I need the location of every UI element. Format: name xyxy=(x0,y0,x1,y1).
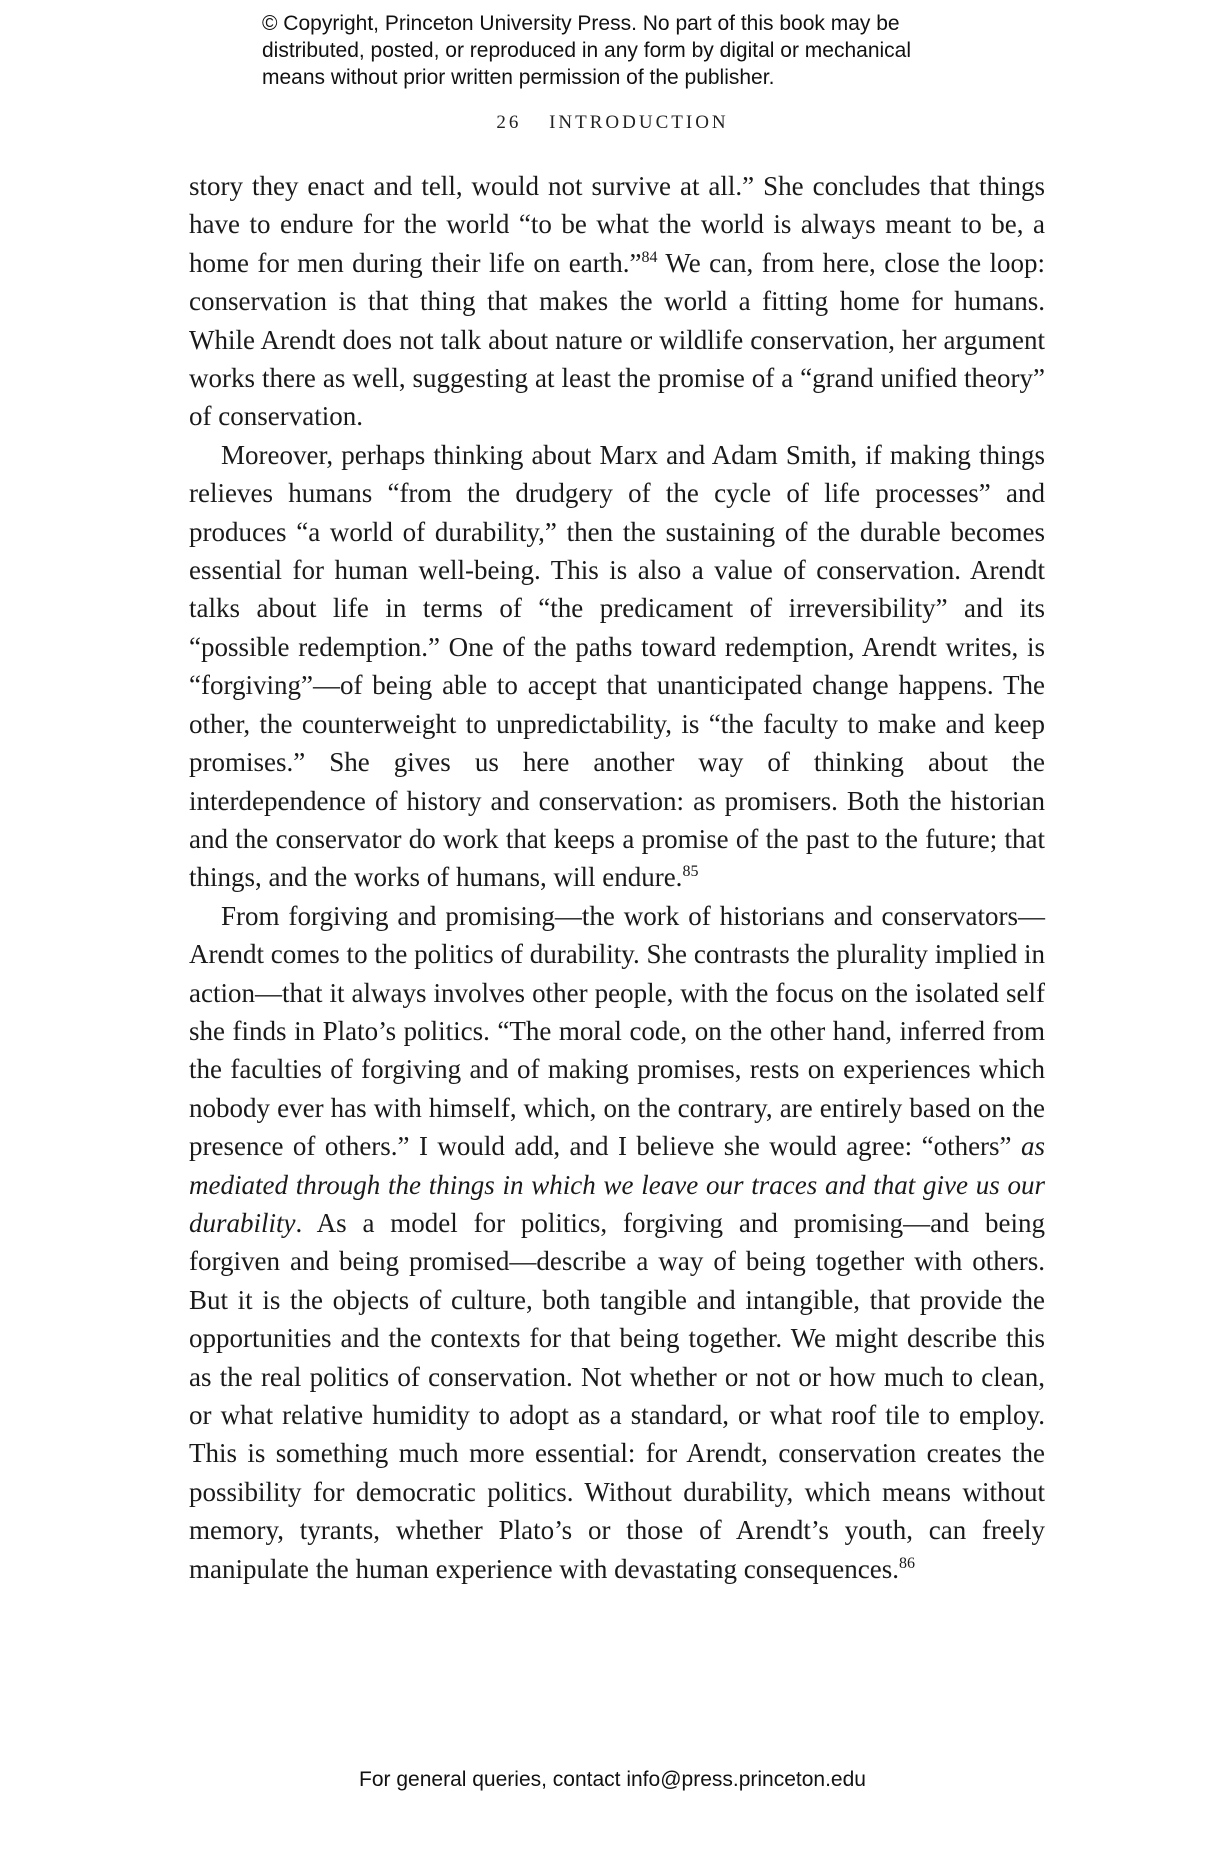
paragraph xyxy=(189,436,1045,897)
paragraph xyxy=(189,167,1045,436)
paragraph-text: Moreover, perhaps thinking about Marx and Adam Smith, if making things relieves humans “from the drudgery of the cycle of life processes” and produces “a world of durability,” then the sustaining of the durable becomes essential for human well-being. This is also a value of conservation. Arendt talks about life in terms of “the predicament of irreversibility” and its “possible redemption.” One of the paths toward redemption, Arendt writes, is “forgiving”—of being able to accept that unanticipated change happens. The other, the counterweight to unpredictability, is “the faculty to make and keep promises.” She gives us here another way of thinking about the interdependence of history and conservation: as promisers. Both the historian and the conservator do work that keeps a promise of the past to the future; that things, and the works of humans, will endure. xyxy=(189,439,1045,893)
footnote-ref: 84 xyxy=(641,248,658,266)
italic-text: as mediated through the things in which we leave our traces and that give us our durability xyxy=(189,1131,1045,1238)
copyright-line: means without prior written permission of the publisher. xyxy=(262,66,775,89)
paragraph-text: story they enact and tell, would not survive at all.” She concludes that things have to endure for the world “to be what the world is always meant to be, a home for men during their life on earth.” xyxy=(189,171,1045,278)
copyright-notice xyxy=(262,10,982,91)
copyright-line: © Copyright, Princeton University Press. No part of this book may be xyxy=(262,12,900,35)
paragraph-text: We can, from here, close the loop: conservation is that thing that makes the world a fitting home for humans. While Arendt does not talk about nature or wildlife conservation, her argument works there as well, suggesting at least the promise of a “grand unified theory” of conservation. xyxy=(189,247,1045,432)
paragraph-text: From forgiving and promising—the work of historians and conservators—Arendt comes to the politics of durability. She contrasts the plurality implied in action—that it always involves other people, with the focus on the isolated self she finds in Plato’s politics. “The moral code, on the other hand, inferred from the faculties of forgiving and of making promises, rests on experiences which nobody ever has with himself, which, on the contrary, are entirely based on the presence of others.” I would add, and I believe she would agree: “others” xyxy=(189,900,1045,1162)
section-title: INTRODUCTION xyxy=(549,112,729,133)
body-text xyxy=(189,167,1045,1588)
footer-contact: For general queries, contact info@press.princeton.edu xyxy=(359,1768,866,1791)
running-head xyxy=(0,112,1225,134)
page-number: 26 xyxy=(496,112,522,133)
paragraph-text: . As a model for politics, forgiving and promising—and being forgiven and being promised—describe a way of being together with others. But it is the objects of culture, both tangible and intangible, that provide the opportunities and the contexts for that being together. We might describe this as the real politics of conservation. Not whether or not or how much to clean, or what relative humidity to adopt as a standard, or what roof tile to employ. This is something much more essential: for Arendt, conservation creates the possibility for democratic politics. Without durability, which means without memory, tyrants, whether Plato’s or those of Arendt’s youth, can freely manipulate the human experience with devastating consequences. xyxy=(189,1207,1045,1584)
copyright-line: distributed, posted, or reproduced in any form by digital or mechanical xyxy=(262,39,912,62)
footnote-ref: 85 xyxy=(682,863,699,881)
footnote-ref: 86 xyxy=(899,1554,915,1572)
paragraph xyxy=(189,897,1045,1588)
